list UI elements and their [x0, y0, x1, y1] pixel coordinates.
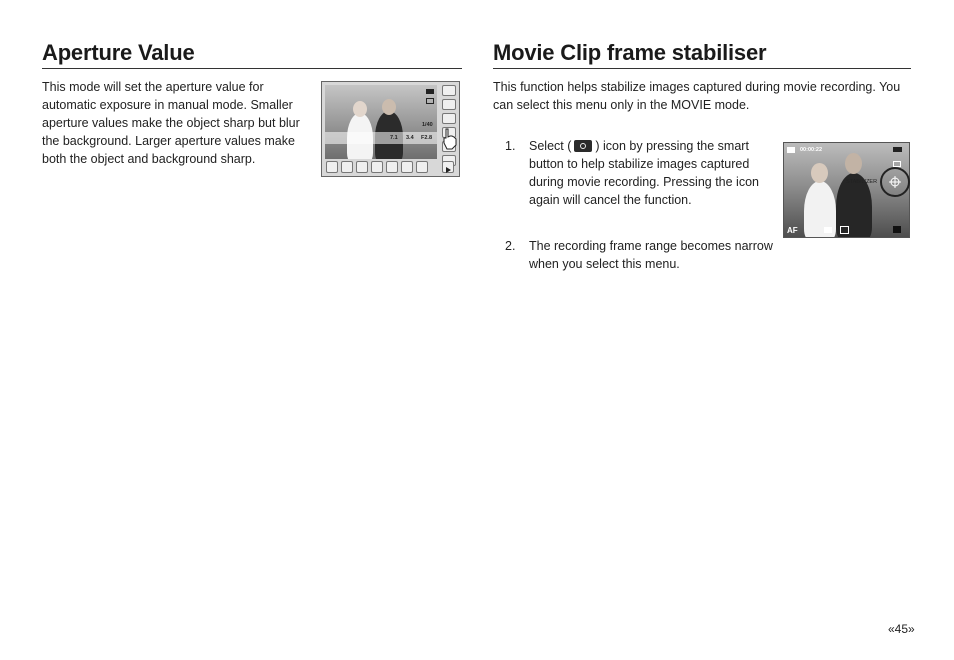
stabilizer-icon — [574, 140, 592, 152]
bottom-button-5[interactable] — [386, 161, 398, 173]
side-button-3[interactable] — [442, 113, 456, 124]
battery-icon — [893, 147, 902, 152]
step-1-text-after: ) icon by pressing the smart button to help stabilize images captured during movie recording. Pressing the icon again will cancel the function. — [529, 139, 759, 207]
step-1-text-before: Select ( — [529, 139, 572, 153]
bottom-button-1[interactable] — [326, 161, 338, 173]
shutter-speed-readout: 1/40 — [422, 122, 433, 128]
play-icon — [443, 165, 453, 175]
aperture-option-3: F2.8 — [421, 135, 433, 141]
stabilizer-screen-icon — [889, 176, 901, 188]
bottom-button-7[interactable] — [416, 161, 428, 173]
aperture-photo — [325, 85, 437, 159]
step-2-text: The recording frame range becomes narrow when you select this menu. — [529, 239, 773, 271]
movie-mode-icon — [787, 147, 795, 153]
aperture-value-description: This mode will set the aperture value for automatic exposure in manual mode. Smaller aperture values make the object sharp but blur the background. Larger aperture values make both the object and background sharp. — [42, 80, 300, 166]
pointing-hand-icon — [442, 127, 458, 151]
bottom-button-6[interactable] — [401, 161, 413, 173]
size-icon — [426, 98, 434, 104]
aperture-option-1: 7.1 — [390, 135, 398, 141]
record-time: 00:00:22 — [800, 147, 823, 153]
bottom-button-4[interactable] — [371, 161, 383, 173]
stabiliser-intro: This function helps stabilize images captured during movie recording. You can select this menu only in the MOVIE mode. — [493, 80, 901, 112]
quality-icon — [840, 226, 849, 234]
stabilizer-highlight-ring — [880, 167, 910, 197]
bottom-button-3[interactable] — [356, 161, 368, 173]
stabiliser-heading: Movie Clip frame stabiliser — [493, 40, 911, 69]
page-number: «45» — [888, 622, 915, 636]
groom-head — [382, 99, 396, 115]
step-1-text — [529, 137, 769, 209]
bride-head — [353, 101, 367, 117]
timer-icon — [824, 227, 832, 233]
menu-icon — [893, 226, 901, 233]
stabilizer-label: STABILIZER — [846, 179, 878, 185]
aperture-camera-screen — [321, 81, 460, 177]
groom-head — [845, 153, 862, 174]
aperture-value-heading: Aperture Value — [42, 40, 462, 69]
mode-icon — [426, 89, 434, 94]
aperture-option-2: 3.4 — [406, 135, 414, 141]
bottom-button-2[interactable] — [341, 161, 353, 173]
play-button[interactable] — [442, 161, 454, 173]
step-1-number: 1. — [505, 139, 516, 153]
side-button-1[interactable] — [442, 85, 456, 96]
af-indicator: AF — [787, 226, 798, 235]
step-2-number: 2. — [505, 239, 516, 253]
side-button-2[interactable] — [442, 99, 456, 110]
bride-head — [811, 163, 828, 183]
